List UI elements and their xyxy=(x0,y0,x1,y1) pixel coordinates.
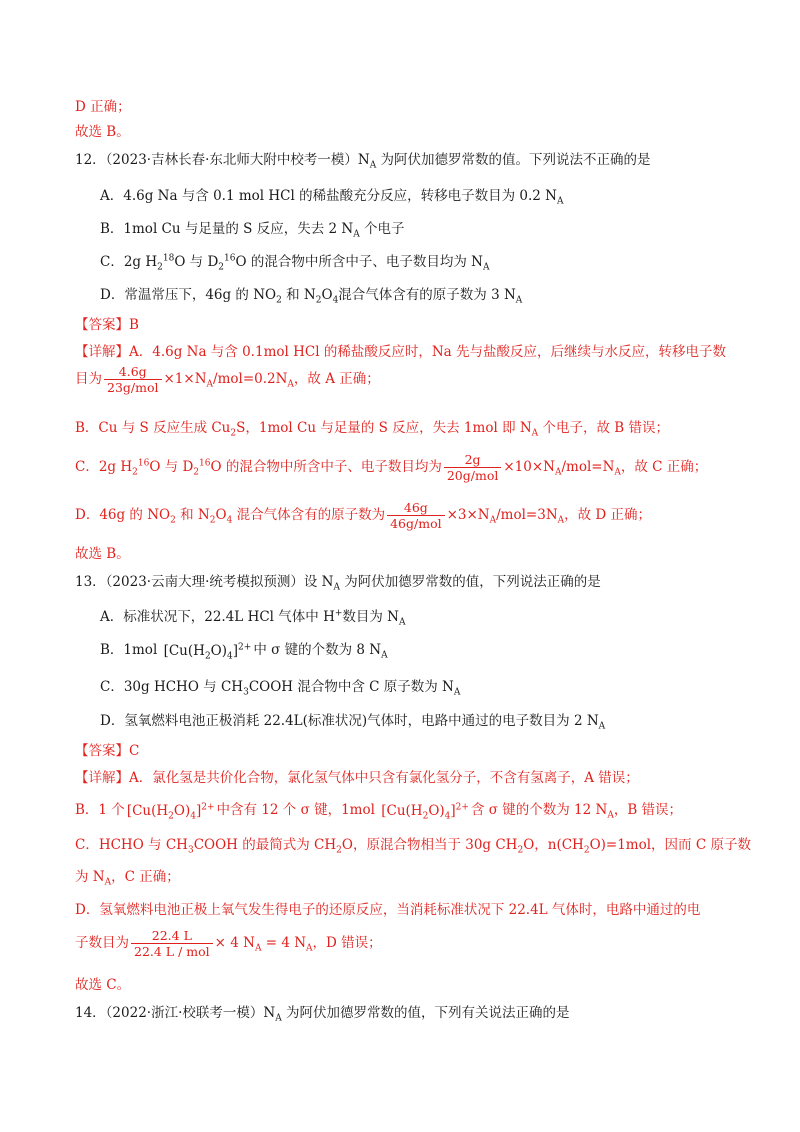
q13-explain-d-1: D．氢氧燃料电池正极上氧气发生得电子的还原反应，当消耗标准状况下 22.4L 气体时，电路中通过的电 xyxy=(75,902,701,918)
q13-explain-b: B．1 个 $[Cu(H_2O)_4]^{2+}$ 中含有 12 个 σ 键，1mol $[Cu(H_2O)_4]^{2+}$ 含 σ 键的个数为 12 $N_A$，B 错误； xyxy=(75,802,683,822)
fraction: $\frac{2g}{\text{20g/mol}}$ xyxy=(444,452,502,483)
fraction: $\frac{46g}{\text{46g/mol}}$ xyxy=(387,500,445,531)
fraction: $\frac{22.4 L}{\text{22.4 L / mol}}$ xyxy=(131,928,213,959)
q13-explain-d-2: 子数目为 $\frac{22.4 L}{\text{22.4 L / mol}}$ × 4 $N_A = 4$ $N_A$，D 错误； xyxy=(75,928,382,959)
complex-ion: $[Cu(H_2O)_4]^{2+}$ xyxy=(381,802,469,822)
q12-explain-a-1: 【详解】A．4.6g Na 与含 0.1mol HCl 的稀盐酸反应时，Na 先与盐酸反应，后继续与水反应，转移电子数 xyxy=(75,344,726,360)
complex-ion: $[Cu(H_2O)_4]^{2+}$ xyxy=(126,802,215,822)
q12-explain-d: D．46g 的 $NO_2$ 和 $N_2O_4$ 混合气体含有的原子数为 $\frac{46g}{\text{46g/mol}}$ $\times 3\times N_A/mol=3N_A$，故 D 正确； xyxy=(75,500,652,531)
q12-explain-c: C．2g $H_2^{16}O$ 与 $D_2^{16}O$ 的混合物中所含中子、电子数目均为 $\frac{2g}{\text{20g/mol}}$ $\times 10\times N_A/mol=N_A$，故 C 正确； xyxy=(75,452,708,483)
q14-stem: 14．（2022·浙江·校联考一模）$N_A$ 为阿伏加德罗常数的值，下列有关说法正确的是 xyxy=(75,1005,570,1024)
q12-conclusion: 故选 B。 xyxy=(75,546,130,562)
q13-explain-a: 【详解】A．氯化氢是共价化合物，氯化氢气体中只含有氯化氢分子，不含有氢离子，A 错误； xyxy=(75,770,639,786)
q13-explain-c-2: 为 $N_A$，C 正确； xyxy=(75,869,180,888)
top-line-1: D 正确； xyxy=(75,99,131,115)
q13-option-c: C．30g HCHO 与 $CH_3COOH$ 混合物中含 C 原子数为 $N_A$ xyxy=(100,679,461,698)
q13-conclusion: 故选 C。 xyxy=(75,977,131,993)
q12-answer: 【答案】B xyxy=(75,317,139,333)
q13-answer: 【答案】C xyxy=(75,743,140,759)
q13-option-a: A．标准状况下，22.4L HCl 气体中 H+数目为 $N_A$ xyxy=(100,608,406,628)
top-line-2: 故选 B。 xyxy=(75,124,130,140)
q12-stem: 12．（2023·吉林长春·东北师大附中校考一模）$N_A$ 为阿伏加德罗常数的值。下列说法不正确的是 xyxy=(75,152,651,171)
q12-option-a: A．4.6g Na 与含 0.1 mol HCl 的稀盐酸充分反应，转移电子数目为 0.2 $N_A$ xyxy=(100,188,564,207)
q12-explain-b: B．Cu 与 S 反应生成 $Cu_2S$，1mol Cu 与足量的 S 反应，失去 1mol 即 $N_A$ 个电子，故 B 错误； xyxy=(75,420,669,439)
q13-explain-c-1: C．HCHO 与 $CH_3COOH$ 的最简式为 $CH_2O$，原混合物相当于 30g $CH_2O$，$n(CH_2O)=1mol$，因而 C 原子数 xyxy=(75,837,751,856)
q13-option-b: B．1mol $[Cu(H_2O)_4]^{2+}$ 中 σ 键的个数为 8 $N_A$ xyxy=(100,642,388,662)
q12-explain-a-2: 目为 $\frac{4.6g}{\text{23g/mol}}$ $\times 1\times N_A/mol=0.2N_A$，故 A 正确； xyxy=(75,364,380,395)
q12-option-c: C．2g $H_2^{18}O$ 与 $D_2^{16}O$ 的混合物中所含中子、电子数目均为 $N_A$ xyxy=(100,253,490,273)
q13-stem: 13．（2023·云南大理·统考模拟预测）设 $N_A$ 为阿伏加德罗常数的值，下列说法正确的是 xyxy=(75,574,601,593)
fraction: $\frac{4.6g}{\text{23g/mol}}$ xyxy=(104,364,162,395)
q12-option-d: D．常温常压下，46g 的 $NO_2$ 和 $N_2O_4$混合气体含有的原子数为 3 $N_A$ xyxy=(100,287,523,306)
q13-option-d: D．氢氧燃料电池正极消耗 22.4L(标准状况)气体时，电路中通过的电子数目为 2 $N_A$ xyxy=(100,713,606,732)
q12-option-b: B．1mol Cu 与足量的 S 反应，失去 2 $N_A$ 个电子 xyxy=(100,221,405,240)
complex-ion: $[Cu(H_2O)_4]^{2+}$ xyxy=(163,642,252,662)
